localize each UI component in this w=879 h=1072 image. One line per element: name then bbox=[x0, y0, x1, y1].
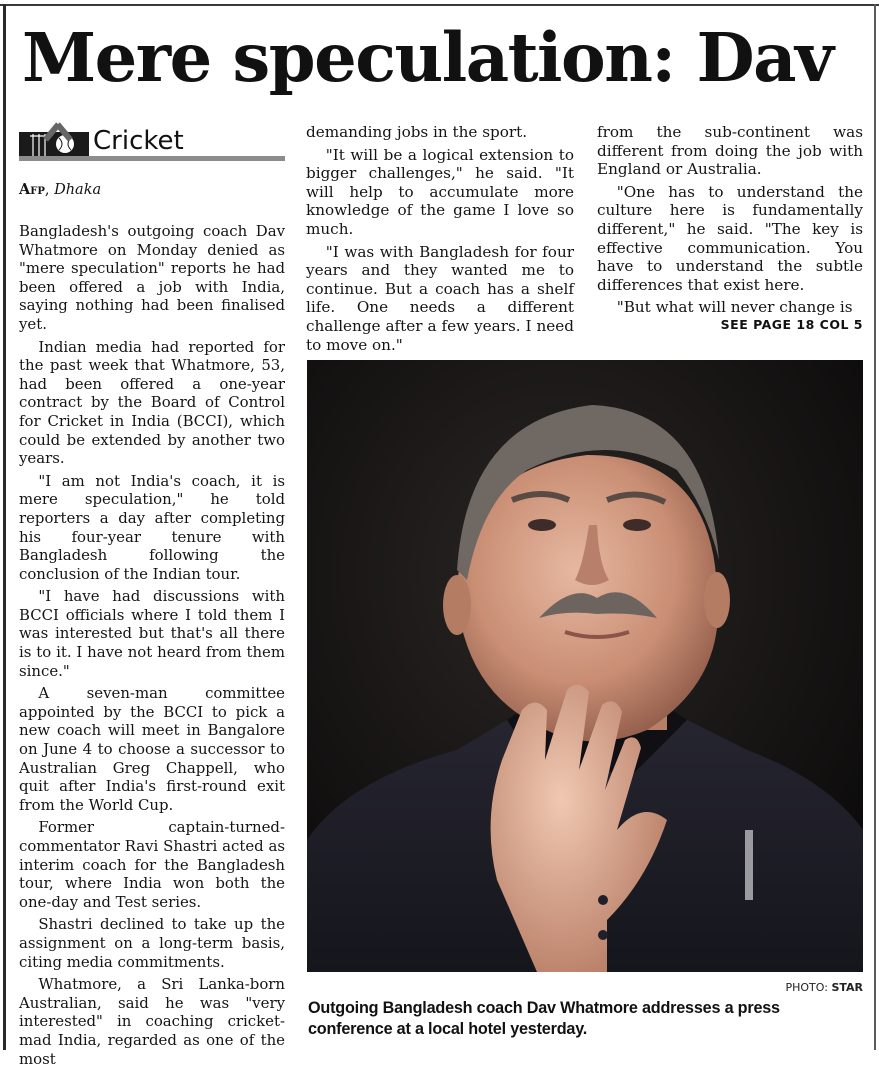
paragraph: Former captain-turned-commentator Ravi Shastri acted as interim coach for the Bangladesh tour, where India won both the one-day and Test series. bbox=[19, 818, 285, 911]
paragraph: "But what will never change is bbox=[616, 298, 853, 317]
article-column-2 bbox=[306, 123, 574, 381]
paragraph: "It will be a logical extension to bigger challenges," he said. "It will help to accumulate more knowledge of the game I love so much. bbox=[306, 145, 574, 238]
top-rule bbox=[0, 4, 879, 6]
continuation-link[interactable]: SEE PAGE 18 COL 5 bbox=[720, 317, 863, 332]
paragraph: demanding jobs in the sport. bbox=[306, 123, 528, 141]
dateline: Afp, Dhaka bbox=[19, 181, 102, 198]
article-column-1 bbox=[19, 222, 285, 1072]
dateline-place: Dhaka bbox=[54, 182, 102, 198]
right-rule bbox=[874, 4, 876, 1050]
news-photo bbox=[307, 360, 863, 972]
paragraph: "I am not India's coach, it is mere speculation," he told reporters a day after completing his four-year tenure with Bangladesh following the conclusion of the Indian tour. bbox=[19, 471, 285, 583]
paragraph: from the sub-continent was different from doing the job with England or Australia. bbox=[597, 123, 863, 179]
photo-caption: Outgoing Bangladesh coach Dav Whatmore addresses a press conference at a local hotel yesterday. bbox=[308, 999, 780, 1038]
section-bar bbox=[19, 156, 285, 161]
dateline-agency: Afp bbox=[19, 181, 45, 198]
article-column-3 bbox=[597, 123, 863, 321]
paragraph: Bangladesh's outgoing coach Dav Whatmore on Monday denied as "mere speculation" reports he had been offered a job with India, saying nothing had been finalised yet. bbox=[19, 222, 285, 333]
paragraph: Whatmore, a Sri Lanka-born Australian, said he was "very interested" in coaching cricket-mad India, regarded as one of the most bbox=[19, 975, 285, 1068]
paragraph: Shastri declined to take up the assignment on a long-term basis, citing media commitments. bbox=[19, 915, 285, 971]
paragraph: "I was with Bangladesh for four years and they wanted me to continue. But a coach has a shelf life. One needs a different challenge after a few years. I need to move on." bbox=[306, 242, 574, 354]
section-label: Cricket bbox=[93, 126, 184, 156]
cricket-bat-ball-icon bbox=[19, 122, 89, 158]
paragraph: "I have had discussions with BCCI officials where I told them I was interested but that's all there is to it. I have not heard from them since." bbox=[19, 587, 285, 680]
photo-credit-prefix: PHOTO: bbox=[785, 981, 828, 994]
photo-credit-source: STAR bbox=[831, 981, 863, 994]
portrait-illustration bbox=[307, 360, 863, 972]
section-header bbox=[19, 118, 285, 162]
paragraph: Indian media had reported for the past week that Whatmore, 53, had been offered a one-year contract by the Board of Control for Cricket in India (BCCI), which could be extended by another two years. bbox=[19, 337, 285, 468]
photo-credit bbox=[700, 981, 863, 994]
paragraph: A seven-man committee appointed by the BCCI to pick a new coach will meet in Bangalore on June 4 to choose a successor to Australian Greg Chappell, who quit after India's first-round exit from the World Cup. bbox=[19, 684, 285, 814]
headline: Mere speculation: Dav bbox=[22, 18, 833, 97]
paragraph: "One has to understand the culture here is fundamentally different," he said. "The key is effective communication. You have to understand the subtle differences that exist here. bbox=[597, 182, 863, 294]
left-rule bbox=[3, 4, 6, 1050]
